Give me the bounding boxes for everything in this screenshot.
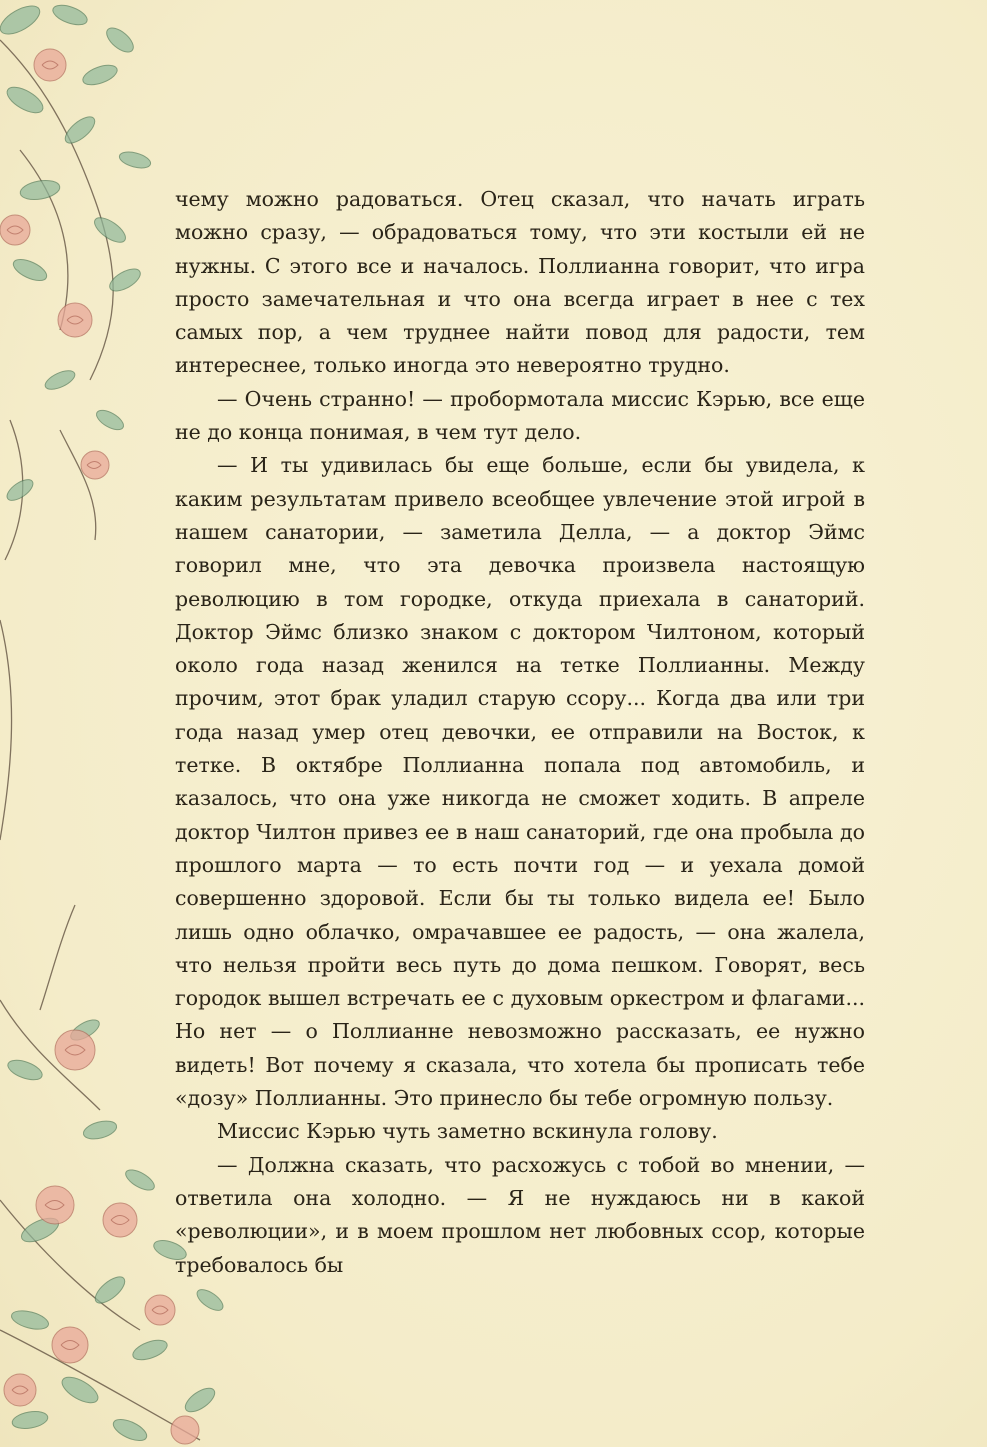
paragraph: — Очень странно! — пробормотала миссис Кэрью, все еще не до конца понимая, в чем тут дело. [175, 386, 865, 445]
paragraph: Миссис Кэрью чуть заметно вскинула голову. [217, 1119, 718, 1144]
body-text [175, 183, 865, 1282]
paragraph: чему можно радоваться. Отец сказал, что начать играть можно сразу, — обрадоваться тому, что эти костыли ей не нужны. С этого все и началось. Поллианна говорит, что игра просто замечательная и что она всегда играет в нее с тех самых пор, а чем труднее найти повод для радости, тем интереснее, только иногда это невероятно трудно. [175, 187, 865, 378]
paragraph: — Должна сказать, что расхожусь с тобой во мнении, — ответила она холодно. — Я не нуждаюсь ни в какой «революции», и в моем прошлом нет любовных ссор, которые требовалось бы [175, 1152, 865, 1277]
paragraph: — И ты удивилась бы еще больше, если бы увидела, к каким результатам привело всеобщее увлечение этой игрой в нашем санатории, — заметила Делла, — а доктор Эймс говорил мне, что эта девочка произвела настоящую революцию в том городке, откуда приехала в санаторий. Доктор Эймс близко знаком с доктором Чилтоном, который около года назад женился на тетке Поллианны. Между прочим, этот брак уладил старую ссору... Когда два или три года назад умер отец девочки, ее отправили на Восток, к тетке. В октябре Поллианна попала под автомобиль, и казалось, что она уже никогда не сможет ходить. В апреле доктор Чилтон привез ее в наш санаторий, где она пробыла до прошлого марта — то есть почти год — и уехала домой совершенно здоровой. Если бы ты только видела ее! Было лишь одно облачко, омрачавшее ее радость, — она жалела, что нельзя пройти весь путь до дома пешком. Говорят, весь городок вышел встречать ее с духовым оркестром и флагами... Но нет — о Поллианне невозможно рассказать, ее нужно видеть! Вот почему я сказала, что хотела бы прописать тебе «дозу» Поллианны. Это принесло бы тебе огромную пользу. [175, 453, 865, 1111]
